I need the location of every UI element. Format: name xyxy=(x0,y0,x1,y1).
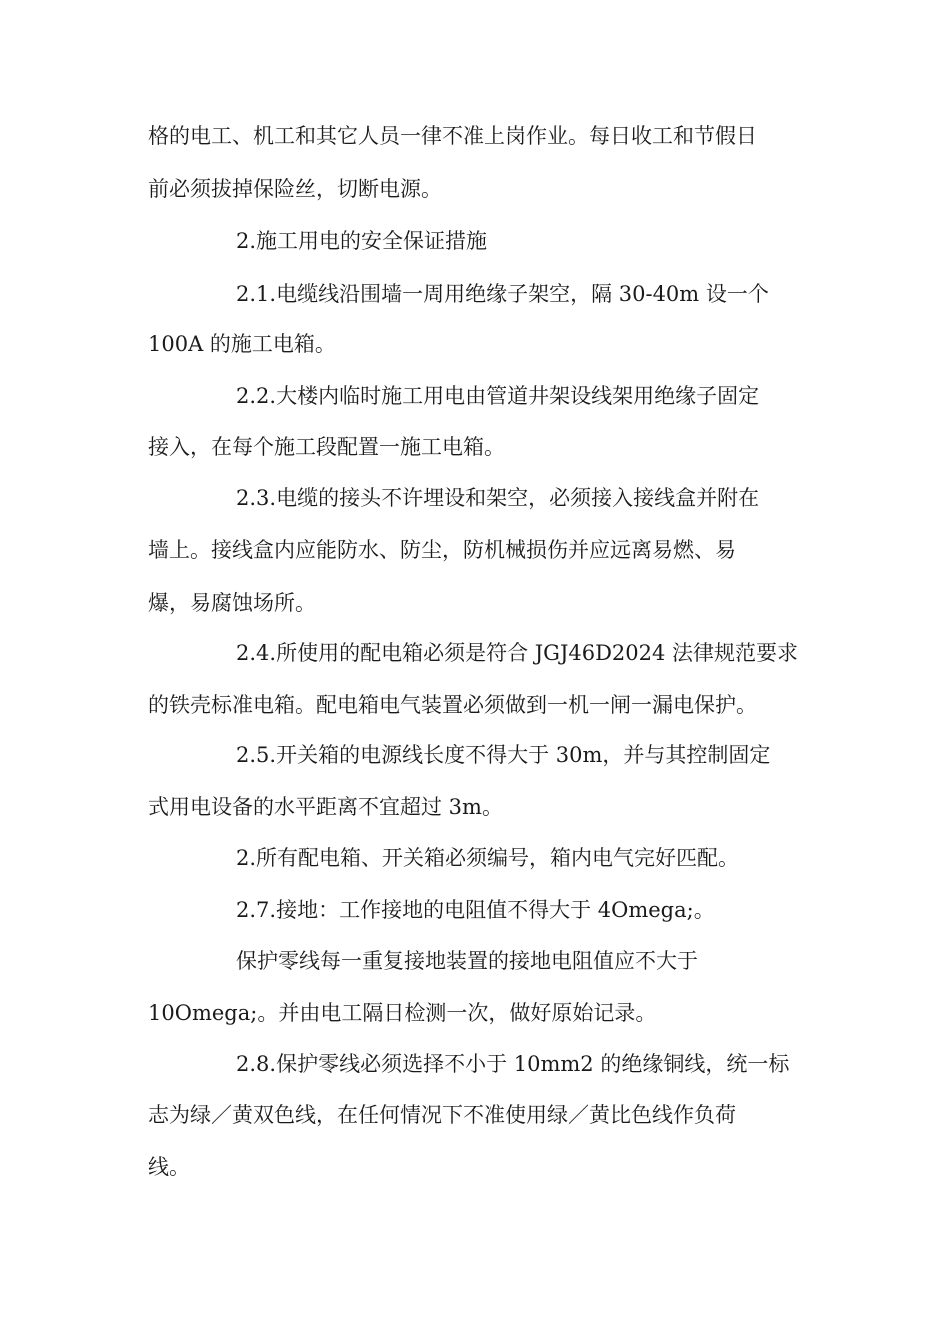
text-line: 2.7.接地：工作接地的电阻值不得大于 4Omega;。 xyxy=(236,898,715,922)
text-line: 线。 xyxy=(148,1155,190,1179)
text-line: 格的电工、机工和其它人员一律不准上岗作业。每日收工和节假日 xyxy=(148,124,757,148)
text-line: 2.5.开关箱的电源线长度不得大于 30m，并与其控制固定 xyxy=(236,743,771,767)
text-line: 墙上。接线盒内应能防水、防尘，防机械损伤并应远离易燃、易 xyxy=(148,538,736,562)
text-line: 2.8.保护零线必须选择不小于 10mm2 的绝缘铜线，统一标 xyxy=(236,1052,790,1076)
text-line: 式用电设备的水平距离不宜超过 3m。 xyxy=(148,795,503,819)
text-line: 100A 的施工电箱。 xyxy=(148,332,336,356)
text-line: 2.所有配电箱、开关箱必须编号，箱内电气完好匹配。 xyxy=(236,846,740,870)
text-line: 2.3.电缆的接头不许埋设和架空，必须接入接线盒并附在 xyxy=(236,486,760,510)
text-line: 2.2.大楼内临时施工用电由管道井架设线架用绝缘子固定 xyxy=(236,384,760,408)
text-line: 接入，在每个施工段配置一施工电箱。 xyxy=(148,435,505,459)
section-heading: 2.施工用电的安全保证措施 xyxy=(236,229,488,253)
text-line: 10Omega;。并由电工隔日检测一次，做好原始记录。 xyxy=(148,1001,657,1025)
text-line: 保护零线每一重复接地装置的接地电阻值应不大于 xyxy=(236,949,698,973)
text-line: 2.4.所使用的配电箱必须是符合 JGJ46D2024 法律规范要求 xyxy=(236,641,799,665)
text-line: 爆，易腐蚀场所。 xyxy=(148,591,316,615)
text-line: 的铁壳标准电箱。配电箱电气装置必须做到一机一闸一漏电保护。 xyxy=(148,693,757,717)
text-line: 前必须拔掉保险丝，切断电源。 xyxy=(148,177,442,201)
text-line: 志为绿／黄双色线，在任何情况下不准使用绿／黄比色线作负荷 xyxy=(148,1103,736,1127)
text-line: 2.1.电缆线沿围墙一周用绝缘子架空，隔 30-40m 设一个 xyxy=(236,282,769,306)
